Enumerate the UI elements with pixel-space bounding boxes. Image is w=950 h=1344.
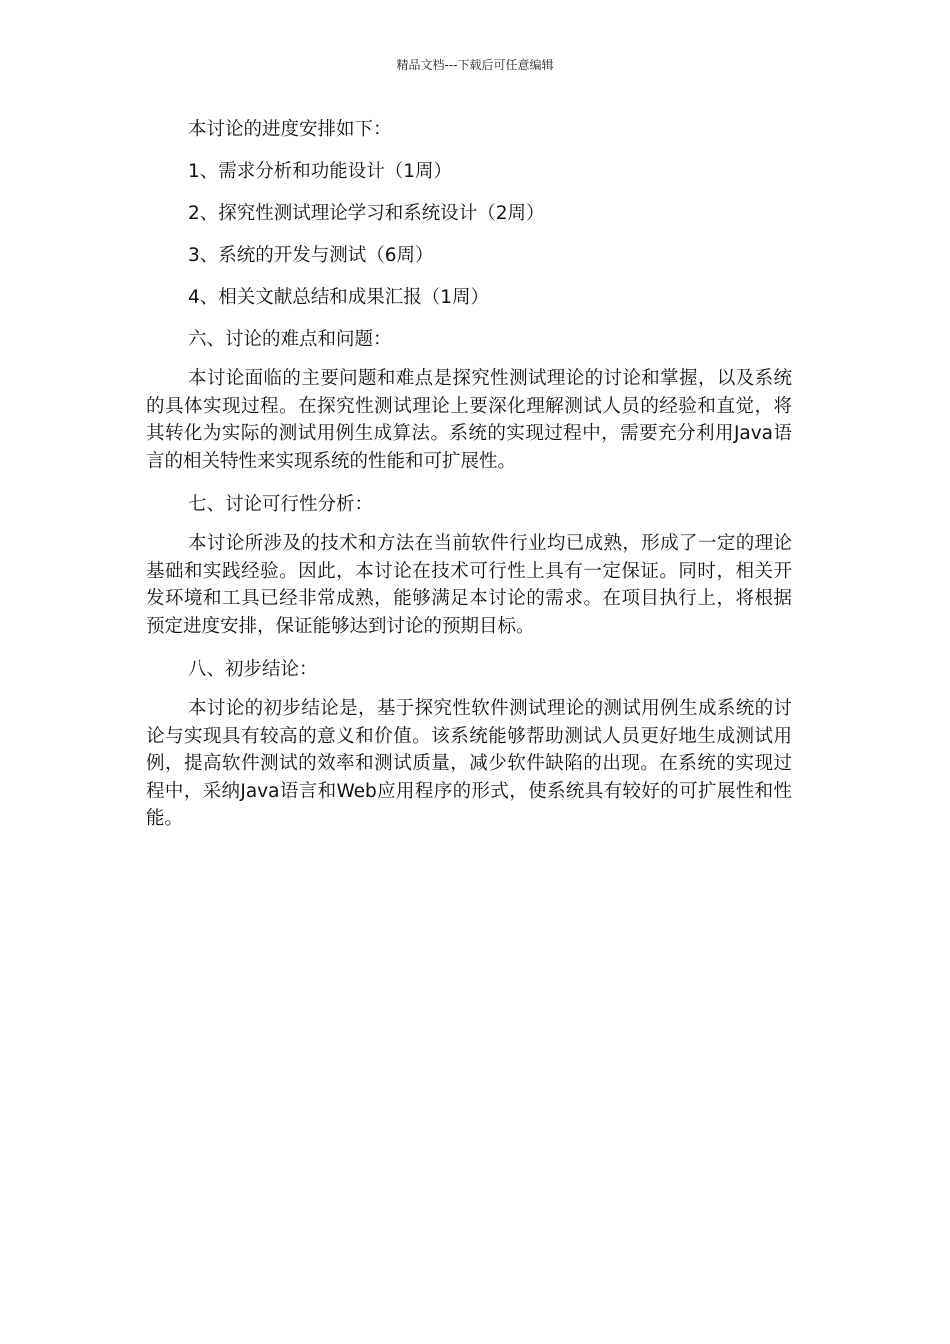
schedule-item-4: 4、相关文献总结和成果汇报（1周） <box>188 287 490 308</box>
document-body <box>146 113 792 846</box>
page-header: 精品文档---下载后可任意编辑 <box>396 58 554 72</box>
section-7-body: 本讨论所涉及的技术和方法在当前软件行业均已成熟，形成了一定的理论基础和实践经验。因此，本讨论在技术可行性上具有一定保证。同时，相关开发环境和工具已经非常成熟，能够满足本讨论的需求。在项目执行上，将根据预定进度安排，保证能够达到讨论的预期目标。 <box>146 533 792 637</box>
section-8-body: 本讨论的初步结论是，基于探究性软件测试理论的测试用例生成系统的讨论与实现具有较高的意义和价值。该系统能够帮助测试人员更好地生成测试用例，提高软件测试的效率和测试质量，减少软件缺陷的出现。在系统的实现过程中，采纳Java语言和Web应用程序的形式，使系统具有较好的可扩展性和性能。 <box>146 698 792 829</box>
schedule-item-3: 3、系统的开发与测试（6周） <box>188 245 434 266</box>
section-7-heading: 七、讨论可行性分析： <box>188 494 374 515</box>
section-8-heading: 八、初步结论： <box>188 659 318 680</box>
section-6-heading: 六、讨论的难点和问题： <box>188 329 392 350</box>
section-6-body: 本讨论面临的主要问题和难点是探究性测试理论的讨论和掌握，以及系统的具体实现过程。在探究性测试理论上要深化理解测试人员的经验和直觉，将其转化为实际的测试用例生成算法。系统的实现过程中，需要充分利用Java语言的相关特性来实现系统的性能和可扩展性。 <box>146 368 792 472</box>
schedule-item-1: 1、需求分析和功能设计（1周） <box>188 161 453 182</box>
schedule-item-2: 2、探究性测试理论学习和系统设计（2周） <box>188 203 545 224</box>
schedule-intro: 本讨论的进度安排如下： <box>188 119 392 140</box>
